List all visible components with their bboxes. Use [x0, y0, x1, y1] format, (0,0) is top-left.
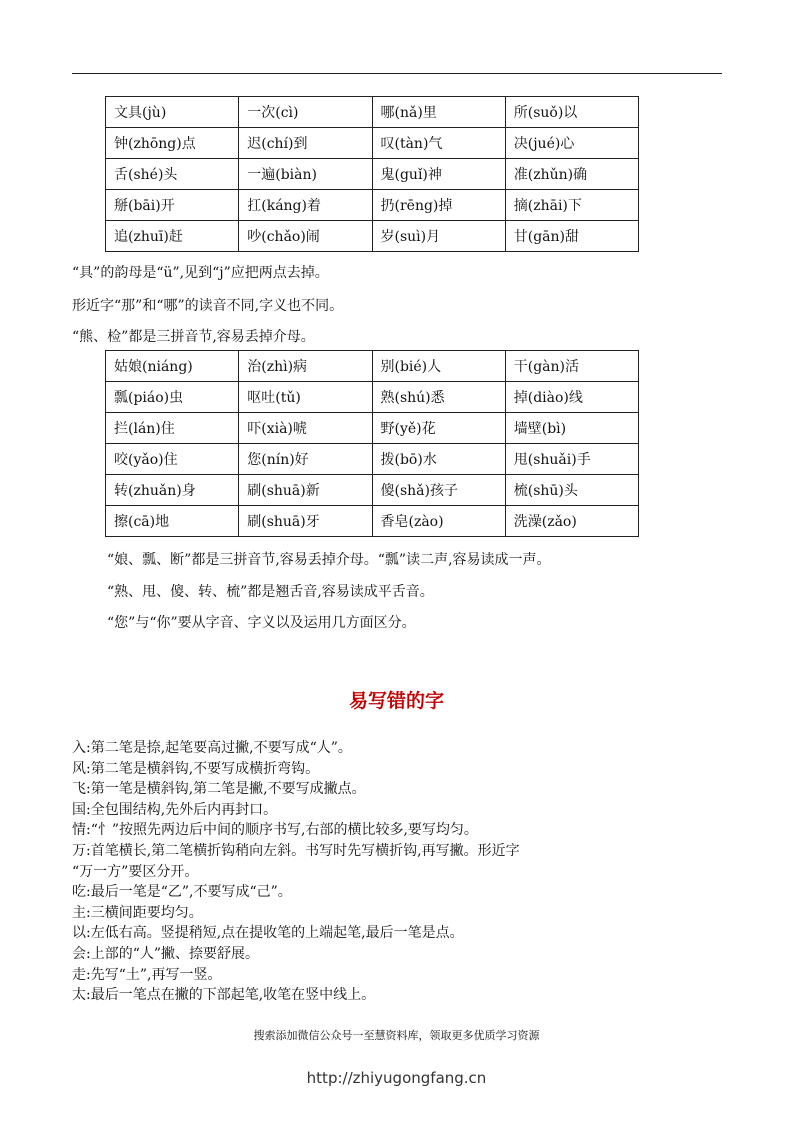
- note-nin: “您”与“你”要从字音、字义以及运用几方面区分。: [107, 615, 416, 631]
- section-heading: 易写错的字: [348, 690, 444, 712]
- table-cell: 拨(bō)水: [372, 444, 505, 475]
- table-cell: 摘(zhāi)下: [505, 190, 638, 221]
- rule-line: 风:第二笔是横斜钩,不要写成横折弯钩。: [72, 760, 320, 777]
- table-row: [106, 475, 639, 506]
- pinyin-table-2: [105, 350, 639, 537]
- table-cell: 一次(cì): [239, 97, 372, 128]
- table-cell: 舌(shé)头: [106, 159, 239, 190]
- table-cell: 所(suǒ)以: [505, 97, 638, 128]
- table-cell: 一遍(biàn): [239, 159, 372, 190]
- table-cell: 扔(rēng)掉: [372, 190, 505, 221]
- table-cell: 擦(cā)地: [106, 506, 239, 537]
- rule-line: 吃:最后一笔是“乙”,不要写成“己”。: [72, 884, 292, 901]
- table-row: [106, 351, 639, 382]
- table-cell: 决(jué)心: [505, 128, 638, 159]
- table-cell: 咬(yǎo)住: [106, 444, 239, 475]
- table-cell: 掉(diào)线: [505, 382, 638, 413]
- table-cell: 别(bié)人: [372, 351, 505, 382]
- table-row: [106, 190, 639, 221]
- table-cell: 文具(jù): [106, 97, 239, 128]
- table-row: [106, 444, 639, 475]
- rule-line: 太:最后一笔点在撇的下部起笔,收笔在竖中线上。: [72, 987, 376, 1004]
- table-cell: 治(zhì)病: [239, 351, 372, 382]
- table-cell: 迟(chí)到: [239, 128, 372, 159]
- rule-line: 以:左低右高。竖提稍短,点在提收笔的上端起笔,最后一笔是点。: [72, 925, 464, 942]
- table-cell: 瓢(piáo)虫: [106, 382, 239, 413]
- rule-line: 国:全包围结构,先外后内再封口。: [72, 801, 278, 818]
- rule-line: 万:首笔横长,第二笔横折钩稍向左斜。书写时先写横折钩,再写撇。形近字: [72, 843, 520, 859]
- table-cell: 洗澡(zǎo): [505, 506, 638, 537]
- table-cell: 准(zhǔn)确: [505, 159, 638, 190]
- table-cell: 鬼(guǐ)神: [372, 159, 505, 190]
- table-cell: 岁(suì)月: [372, 221, 505, 252]
- rule-line: 飞:第一笔是横斜钩,第二笔是撇,不要写成撇点。: [72, 781, 366, 798]
- rule-line: “万一方”要区分开。: [72, 863, 199, 880]
- table-cell: 钟(zhōng)点: [106, 128, 239, 159]
- table-row: [106, 413, 639, 444]
- table-cell: 掰(bāi)开: [106, 190, 239, 221]
- rule-line: 情:“忄”按照先两边后中间的顺序书写,右部的横比较多,要写均匀。: [72, 822, 478, 839]
- table-cell: 墙壁(bì): [505, 413, 638, 444]
- rule-line: 主:三横间距要均匀。: [72, 904, 203, 921]
- note-niang: “娘、瓢、断”都是三拼音节,容易丢掉介母。“瓢”读二声,容易读成一声。: [107, 552, 551, 568]
- table-row: [106, 97, 639, 128]
- note-shu: “熟、甩、傻、转、梳”都是翘舌音,容易读成平舌音。: [107, 584, 434, 600]
- table-cell: 哪(nǎ)里: [372, 97, 505, 128]
- table-cell: 梳(shū)头: [505, 475, 638, 506]
- footer-note: 搜索添加微信公众号一至慧资料库，领取更多优质学习资源: [253, 1029, 540, 1042]
- rule-line: 走:先写“土”,再写一竖。: [72, 966, 222, 983]
- table-row: [106, 221, 639, 252]
- table-cell: 您(nín)好: [239, 444, 372, 475]
- table-cell: 傻(shǎ)孩子: [372, 475, 505, 506]
- table-row: [106, 159, 639, 190]
- table-cell: 刷(shuā)新: [239, 475, 372, 506]
- table-cell: 拦(lán)住: [106, 413, 239, 444]
- note-xiong: “熊、检”都是三拼音节,容易丢掉介母。: [72, 329, 315, 345]
- table-cell: 甩(shuǎi)手: [505, 444, 638, 475]
- table-cell: 干(gàn)活: [505, 351, 638, 382]
- table-cell: 叹(tàn)气: [372, 128, 505, 159]
- table-cell: 转(zhuǎn)身: [106, 475, 239, 506]
- table-cell: 扛(káng)着: [239, 190, 372, 221]
- note-na: 形近字“那”和“哪”的读音不同,字义也不同。: [72, 298, 344, 314]
- table-cell: 呕吐(tǔ): [239, 382, 372, 413]
- table-cell: 追(zhuī)赶: [106, 221, 239, 252]
- top-rule: [72, 73, 722, 74]
- table-cell: 甘(gān)甜: [505, 221, 638, 252]
- table-row: [106, 506, 639, 537]
- pinyin-table-1: [105, 96, 639, 252]
- table-cell: 野(yě)花: [372, 413, 505, 444]
- rule-line: 会:上部的“人”撇、捺要舒展。: [72, 946, 260, 962]
- table-row: [106, 382, 639, 413]
- footer-url: http://zhiyugongfang.cn: [306, 1069, 487, 1087]
- table-cell: 姑娘(niáng): [106, 351, 239, 382]
- table-cell: 吓(xià)唬: [239, 413, 372, 444]
- rule-line: 入:第二笔是捺,起笔要高过撇,不要写成“人”。: [72, 740, 352, 756]
- table-cell: 熟(shú)悉: [372, 382, 505, 413]
- table-cell: 香皂(zào): [372, 506, 505, 537]
- table-row: [106, 128, 639, 159]
- table-cell: 刷(shuā)牙: [239, 506, 372, 537]
- table-cell: 吵(chǎo)闹: [239, 221, 372, 252]
- note-ju: “具”的韵母是“ü”,见到“j”应把两点去掉。: [72, 265, 329, 281]
